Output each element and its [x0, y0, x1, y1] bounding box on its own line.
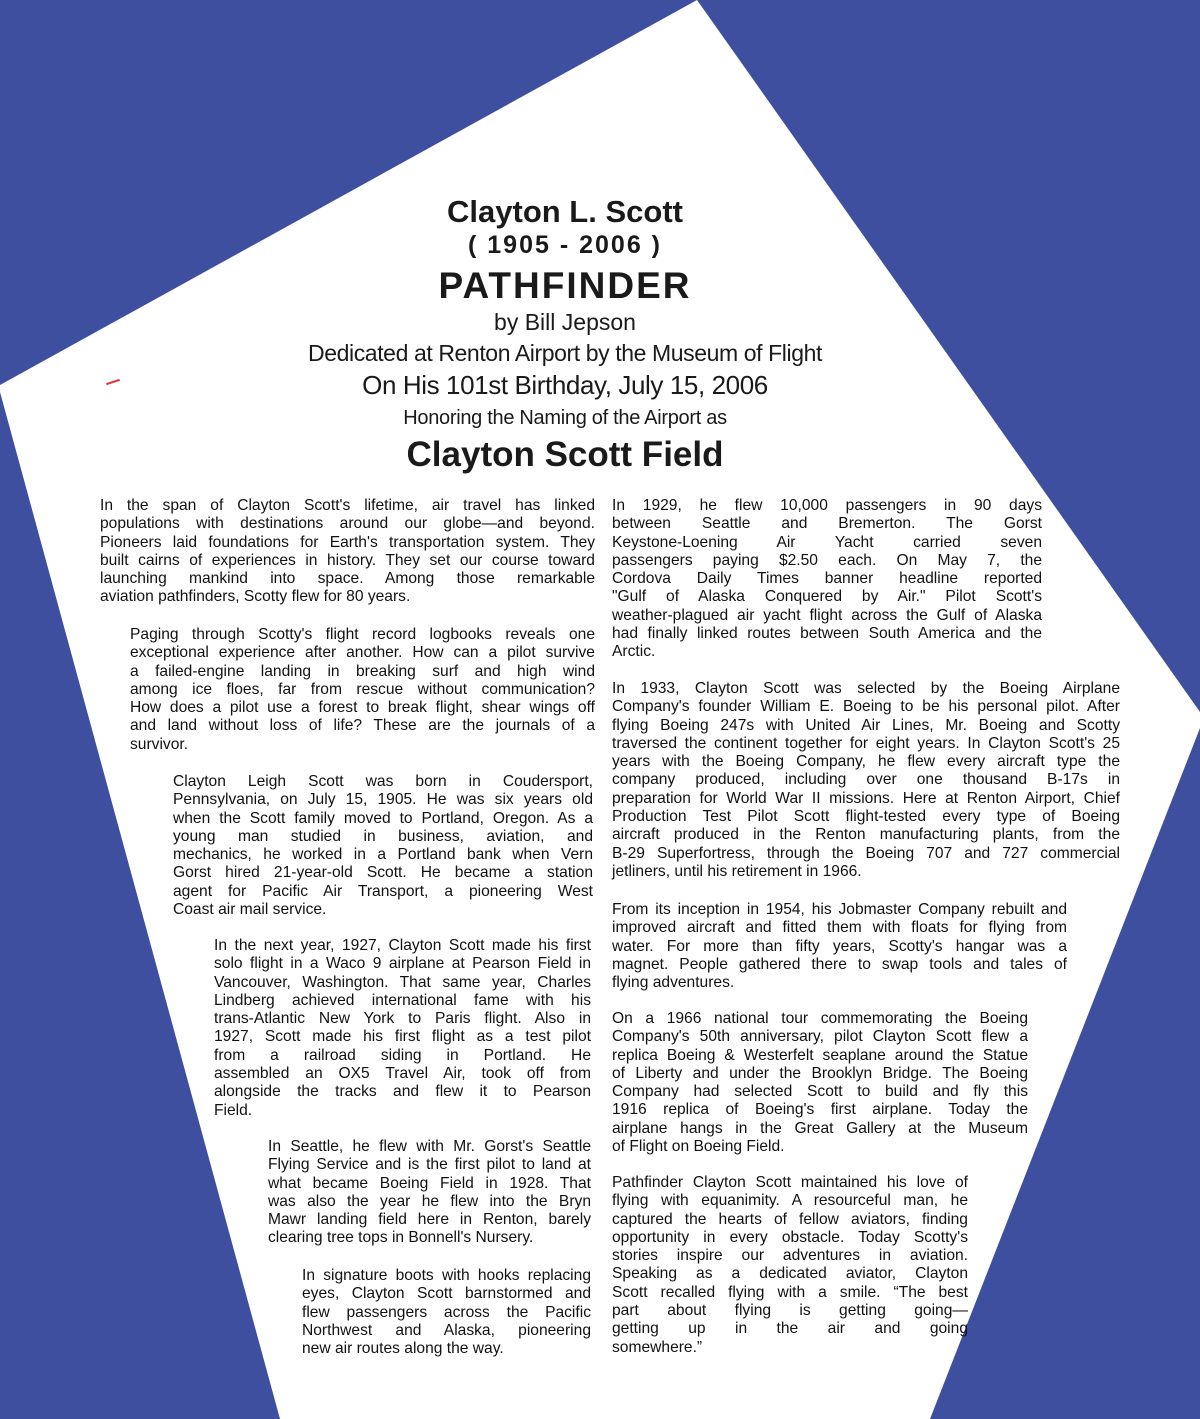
- text-line: aircraft produced in the Renton manufacturing plants, from the: [612, 826, 1120, 844]
- right-paragraph: [612, 1010, 1028, 1156]
- left-paragraph: [130, 626, 595, 754]
- text-line: launching mankind into space. Among those remarkable: [100, 570, 595, 588]
- left-paragraph: [214, 937, 591, 1120]
- text-line: Speaking as a dedicated aviator, Clayton: [612, 1265, 968, 1283]
- text-line: traversed the continent together for eight years. In Clayton Scott's 25: [612, 734, 1120, 752]
- text-line: and land without loss of life? These are the journals of a: [130, 717, 595, 735]
- plaque-name: Clayton L. Scott: [447, 194, 683, 229]
- text-line: Coast air mail service.: [173, 901, 327, 919]
- text-line: flying Boeing 247s with United Air Lines, Mr. Boeing and Scotty: [612, 716, 1120, 734]
- text-line: Clayton Leigh Scott was born in Coudersport,: [173, 773, 593, 790]
- left-paragraph: [173, 773, 593, 919]
- text-line: On a 1966 national tour commemorating the Boeing: [612, 1010, 1028, 1027]
- text-line: preparation for World War II missions. Here at Renton Airport, Chief: [612, 789, 1120, 807]
- text-line: Cordova Daily Times banner headline reported: [612, 570, 1042, 588]
- text-line: flying adventures.: [612, 974, 735, 992]
- text-line: Company had selected Scott to build and fly this: [612, 1083, 1028, 1101]
- text-line: In Seattle, he flew with Mr. Gorst's Seattle: [268, 1138, 591, 1155]
- text-line: In 1933, Clayton Scott was selected by the Boeing Airplane: [612, 680, 1120, 697]
- text-line: passengers paying $2.50 each. On May 7, the: [612, 551, 1042, 569]
- text-line: agent for Pacific Air Transport, a pioneering West: [173, 882, 593, 900]
- text-line: Production Test Pilot Scott flight-tested every type of Boeing: [612, 808, 1120, 826]
- text-line: Flying Service and is the first pilot to land at: [268, 1156, 591, 1174]
- text-line: Pathfinder Clayton Scott maintained his love of: [612, 1174, 968, 1191]
- text-line: Northwest and Alaska, pioneering: [302, 1321, 591, 1339]
- text-line: from a railroad siding in Portland. He: [214, 1046, 591, 1064]
- text-line: Paging through Scotty's flight record logbooks reveals one: [130, 626, 595, 643]
- text-line: a failed-engine landing in breaking surf and high wind: [130, 662, 595, 680]
- text-line: solo flight in a Waco 9 airplane at Pearson Field in: [214, 955, 591, 973]
- text-line: In the next year, 1927, Clayton Scott made his first: [214, 937, 591, 954]
- text-line: In the span of Clayton Scott's lifetime, air travel has linked: [100, 497, 595, 514]
- text-line: replica Boeing & Westerfelt seaplane around the Statue: [612, 1046, 1028, 1064]
- plaque-author: by Bill Jepson: [494, 309, 636, 335]
- plaque-honoring: Honoring the Naming of the Airport as: [403, 407, 727, 429]
- text-line: Pioneers laid foundations for Earth's transportation system. They: [100, 533, 595, 551]
- text-line: Company's 50th anniversary, pilot Clayton Scott flew a: [612, 1028, 1028, 1046]
- text-line: eyes, Clayton Scott barnstormed and: [302, 1285, 591, 1303]
- text-line: From its inception in 1954, his Jobmaster Company rebuilt and: [612, 901, 1067, 918]
- text-line: Company's founder William E. Boeing to be his personal pilot. After: [612, 698, 1120, 716]
- text-line: between Seattle and Bremerton. The Gorst: [612, 515, 1042, 533]
- text-line: young man studied in business, aviation, and: [173, 827, 593, 845]
- text-line: among ice floes, far from rescue without communication?: [130, 680, 595, 698]
- text-line: was also the year he flew into the Bryn: [268, 1192, 591, 1210]
- text-line: populations with destinations around our globe—and beyond.: [100, 515, 595, 533]
- text-line: new air routes along the way.: [302, 1340, 504, 1358]
- left-paragraph: [302, 1267, 591, 1358]
- text-line: opportunity in every obstacle. Today Scotty's: [612, 1228, 968, 1246]
- text-line: company produced, including over one thousand B-17s in: [612, 771, 1120, 789]
- text-line: getting up in the air and going: [612, 1320, 968, 1338]
- text-line: In 1929, he flew 10,000 passengers in 90 days: [612, 497, 1042, 514]
- text-line: How does a pilot use a forest to break flight, shear wings off: [130, 699, 595, 717]
- text-line: jetliners, until his retirement in 1966.: [612, 862, 862, 880]
- text-line: exceptional experience after another. How can a pilot survive: [130, 644, 595, 662]
- text-line: improved aircraft and fitted them with floats for flying from: [612, 919, 1067, 937]
- text-line: stories inspire our adventures in aviation.: [612, 1247, 968, 1265]
- text-line: flew passengers across the Pacific: [302, 1303, 591, 1321]
- text-line: captured the hearts of fellow aviators, finding: [612, 1210, 968, 1228]
- plaque-field-name: Clayton Scott Field: [406, 435, 724, 474]
- text-line: part about flying is getting going—: [612, 1302, 968, 1320]
- text-line: airplane hangs in the Great Gallery at the Museum: [612, 1119, 1028, 1137]
- text-line: water. For more than fifty years, Scotty's hangar was a: [612, 937, 1067, 955]
- text-line: had finally linked routes between South America and the: [612, 625, 1042, 643]
- text-line: trans-Atlantic New York to Paris flight. Also in: [214, 1010, 591, 1028]
- right-paragraph: [612, 901, 1067, 992]
- plaque-birthday: On His 101st Birthday, July 15, 2006: [362, 370, 768, 400]
- text-line: Vancouver, Washington. That same year, Charles: [214, 973, 591, 991]
- left-paragraph: [100, 497, 595, 607]
- text-line: Scott recalled flying with a smile. “The best: [612, 1283, 968, 1301]
- text-line: clearing tree tops in Bonnell's Nursery.: [268, 1229, 534, 1247]
- text-line: of Flight on Boeing Field.: [612, 1138, 785, 1156]
- text-line: 1916 replica of Boeing's first airplane. Today the: [612, 1101, 1028, 1119]
- text-line: In signature boots with hooks replacing: [302, 1267, 591, 1284]
- text-line: aviation pathfinders, Scotty flew for 80 years.: [100, 588, 411, 606]
- text-line: weather-plagued air yacht flight across the Gulf of Alaska: [612, 606, 1042, 624]
- text-line: Keystone-Loening Air Yacht carried seven: [612, 533, 1042, 551]
- text-line: Lindberg achieved international fame with his: [214, 991, 591, 1009]
- text-line: Mawr landing field here in Renton, barely: [268, 1211, 591, 1229]
- left-paragraph: [268, 1138, 591, 1248]
- text-line: mechanics, he worked in a Portland bank when Vern: [173, 846, 593, 864]
- text-line: built cairns of experiences in history. They set our course toward: [100, 551, 595, 569]
- text-line: somewhere.”: [612, 1338, 703, 1356]
- text-line: B-29 Superfortress, through the Boeing 707 and 727 commercial: [612, 844, 1120, 862]
- plaque-years: ( 1905 - 2006 ): [468, 231, 662, 259]
- text-line: years with the Boeing Company, he flew every aircraft type the: [612, 753, 1120, 771]
- text-line: of Liberty and under the Brooklyn Bridge. The Boeing: [612, 1064, 1028, 1082]
- text-line: 1927, Scott made his first flight as a test pilot: [214, 1028, 591, 1046]
- text-line: flying with equanimity. A resourceful man, he: [612, 1192, 968, 1210]
- text-line: Gorst hired 21-year-old Scott. He became a station: [173, 864, 593, 882]
- text-line: Field.: [214, 1101, 253, 1119]
- text-line: Pennsylvania, on July 15, 1905. He was six years old: [173, 791, 593, 809]
- right-paragraph: [612, 680, 1120, 881]
- right-paragraph: [612, 497, 1042, 662]
- text-line: Arctic.: [612, 643, 656, 661]
- right-paragraph: [612, 1174, 968, 1357]
- text-line: alongside the tracks and flew it to Pearson: [214, 1083, 591, 1101]
- text-line: "Gulf of Alaska Conquered by Air." Pilot Scott's: [612, 588, 1042, 606]
- text-line: magnet. People gathered there to swap tools and tales of: [612, 955, 1067, 973]
- plaque-title: PATHFINDER: [438, 265, 692, 306]
- text-line: what became Boeing Field in 1928. That: [268, 1174, 591, 1192]
- text-line: when the Scott family moved to Portland, Oregon. As a: [173, 809, 593, 827]
- text-line: assembled an OX5 Travel Air, took off from: [214, 1065, 591, 1083]
- text-line: survivor.: [130, 735, 189, 753]
- plaque-dedication: Dedicated at Renton Airport by the Museum of Flight: [308, 340, 822, 366]
